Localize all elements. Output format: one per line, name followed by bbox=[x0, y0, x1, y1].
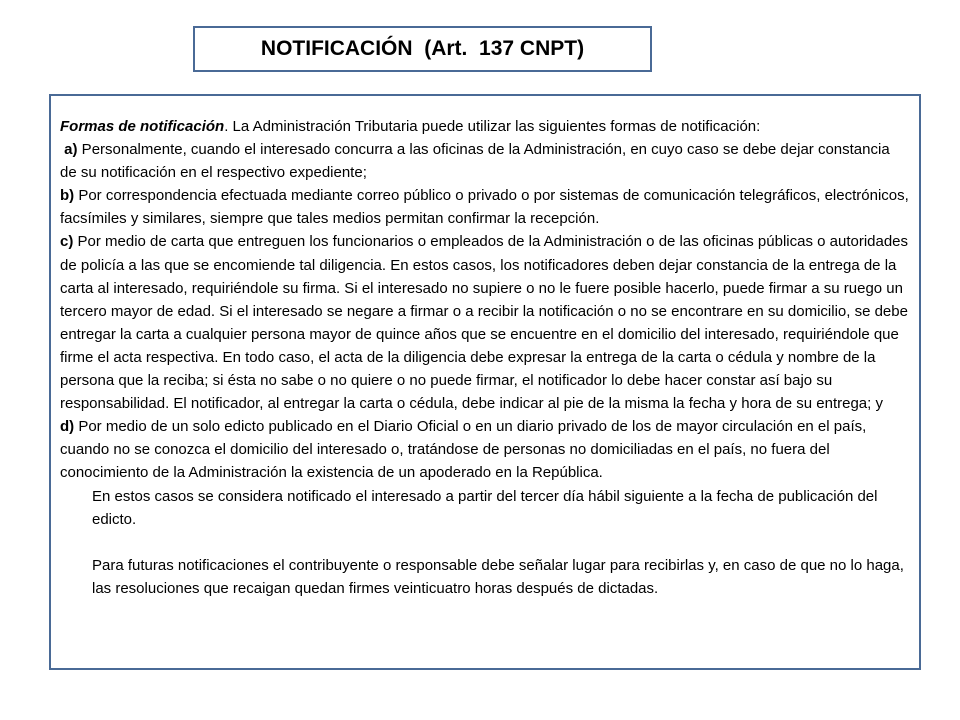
intro-paragraph bbox=[60, 115, 909, 138]
slide-title: NOTIFICACIÓN (Art. 137 CNPT) bbox=[260, 37, 585, 60]
content-box bbox=[49, 94, 921, 670]
item-b bbox=[60, 184, 909, 230]
item-c-text: Por medio de carta que entreguen los funcionarios o empleados de la Administración o de las oficinas públicas o autoridades de policía a las que se encomiende tal diligencia. En estos casos, los notificadores deben dejar constancia de la entrega de la carta al interesado, requiriéndole su firma. Si el interesado no supiere o no le fuere posible hacerlo, puede firmar a su ruego un tercero mayor de edad. Si el interesado se negare a firmar o a recibir la notificación o no se encontrare en su domicilio, se debe entregar la carta a cualquier persona mayor de quince años que se encuentre en el domicilio del interesado, requiriéndole que firme el acta respectiva. En todo caso, el acta de la diligencia debe expresar la entrega de la carta o cédula y nombre de la persona que la reciba; si ésta no sabe o no quiere o no puede firmar, el notificador lo debe hacer constar así bajo su responsabilidad. El notificador, al entregar la carta o cédula, debe indicar al pie de la misma la fecha y hora de su entrega; y bbox=[60, 233, 909, 413]
item-c-label: c) bbox=[60, 233, 74, 251]
title-box bbox=[193, 26, 652, 72]
item-a bbox=[60, 138, 909, 184]
item-a-label: a) bbox=[64, 141, 78, 159]
item-d-text: Por medio de un solo edicto publicado en el Diario Oficial o en un diario privado de los de mayor circulación en el país, cuando no se conozca el domicilio del interesado o, tratándose de personas no domiciliadas en el país, no fuera del conocimiento de la Administración la existencia de un apoderado en la República. bbox=[60, 418, 867, 482]
paragraph-futuras bbox=[60, 554, 909, 600]
intro-lead: Formas de notificación bbox=[60, 118, 225, 135]
blank-line bbox=[60, 531, 909, 554]
content-text bbox=[60, 115, 909, 600]
paragraph-edicto-text: En estos casos se considera notificado el interesado a partir del tercer día hábil siguiente a la fecha de publicación del edicto. bbox=[92, 487, 878, 528]
item-d bbox=[60, 415, 909, 484]
intro-text: . La Administración Tributaria puede utilizar las siguientes formas de notificación: bbox=[224, 118, 761, 135]
item-b-text: Por correspondencia efectuada mediante correo público o privado o por sistemas de comunicación telegráficos, electrónicos, facsímiles y similares, siempre que tales medios permitan confirmar la recepción. bbox=[60, 187, 909, 228]
item-b-label: b) bbox=[60, 187, 75, 205]
item-a-text: Personalmente, cuando el interesado concurra a las oficinas de la Administración, en cuyo caso se debe dejar constancia de su notificación en el respectivo expediente; bbox=[60, 141, 890, 182]
paragraph-futuras-text: Para futuras notificaciones el contribuyente o responsable debe señalar lugar para recibirlas y, en caso de que no lo haga, las resoluciones que recaigan quedan firmes veinticuatro horas después de dictadas. bbox=[92, 556, 904, 597]
item-d-label: d) bbox=[60, 418, 75, 436]
paragraph-edicto bbox=[60, 485, 909, 531]
item-c bbox=[60, 230, 909, 415]
